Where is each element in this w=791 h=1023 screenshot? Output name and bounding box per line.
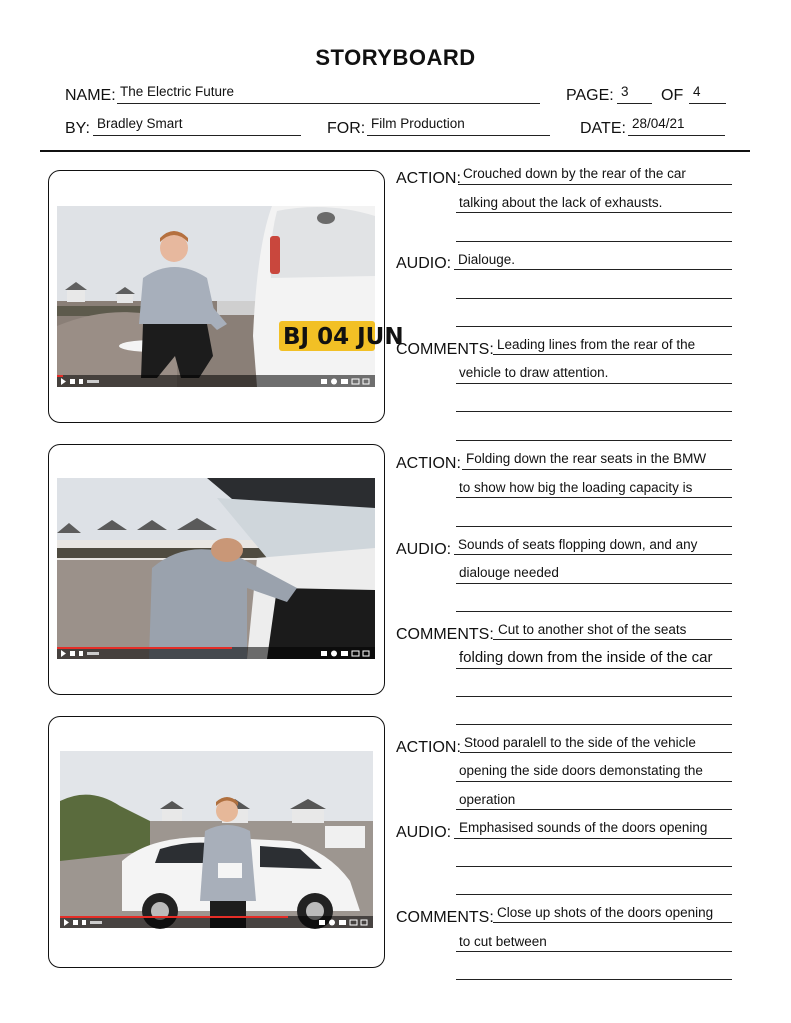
action-label-2: ACTION: [396,455,461,472]
play-controls-icon[interactable] [61,378,101,385]
video-progress-bar[interactable] [60,916,288,918]
page-title: STORYBOARD [315,45,476,70]
action-line-3-1: Stood paralell to the side of the vehicle [464,735,696,750]
action-line-3-3: operation [459,792,516,807]
comments-underline-3-3 [456,979,732,980]
action-underline-1-2 [456,212,732,213]
audio-label-2: AUDIO: [396,541,452,558]
play-controls-icon[interactable] [61,650,101,657]
comments-label-1: COMMENTS: [396,341,494,358]
by-value: Bradley Smart [97,116,183,131]
action-underline-3-1 [460,752,732,753]
for-value: Film Production [371,116,465,131]
comments-line-3-1: Close up shots of the doors opening [497,905,714,920]
comments-line-1-2: vehicle to draw attention. [459,365,609,380]
comments-line-2-1: Cut to another shot of the seats [498,622,687,637]
video-progress-bar[interactable] [57,375,63,377]
audio-underline-2-1 [454,554,732,555]
audio-line-2-2: dialouge needed [459,565,559,580]
action-label-3: ACTION: [396,739,461,756]
video-thumbnail-2[interactable] [57,478,375,659]
comments-underline-2-4 [456,724,732,725]
video-thumbnail-1[interactable] [57,206,404,387]
action-label-1: ACTION: [396,170,461,187]
comments-underline-2-2 [456,668,732,669]
comments-line-1-1: Leading lines from the rear of the [497,337,696,352]
audio-line-2-1: Sounds of seats flopping down, and any [458,537,698,552]
action-line-3-2: opening the side doors demonstating the [459,763,703,778]
page-underline [617,103,652,104]
comments-underline-1-4 [456,440,732,441]
audio-underline-1-2 [456,298,732,299]
player-settings-icon[interactable] [321,378,371,385]
name-underline [117,103,540,104]
audio-underline-3-2 [456,866,732,867]
comments-underline-1-1 [493,354,732,355]
video-progress-bar[interactable] [57,647,232,649]
play-controls-icon[interactable] [64,919,104,926]
page-label: PAGE: [566,87,614,104]
audio-label-1: AUDIO: [396,255,452,272]
action-underline-3-2 [456,781,732,782]
comments-line-3-2: to cut between [459,934,547,949]
comments-underline-3-1 [493,922,732,923]
action-underline-1-3 [456,241,732,242]
comments-underline-2-3 [456,696,732,697]
comments-underline-1-2 [456,383,732,384]
by-label: BY: [65,120,90,137]
action-underline-1-1 [458,184,732,185]
audio-underline-3-3 [456,894,732,895]
comments-underline-2-1 [493,639,732,640]
audio-underline-1-1 [454,269,732,270]
audio-underline-2-2 [456,583,732,584]
by-underline [93,135,301,136]
page-total: 4 [693,84,701,99]
player-settings-icon[interactable] [321,650,371,657]
date-label: DATE: [580,120,626,137]
action-line-1-2: talking about the lack of exhausts. [459,195,663,210]
name-label: NAME: [65,87,116,104]
action-underline-2-2 [456,497,732,498]
audio-underline-2-3 [456,611,732,612]
page-number: 3 [621,84,629,99]
of-label: OF [661,87,684,104]
audio-line-1-1: Dialouge. [458,252,516,267]
action-line-2-2: to show how big the loading capacity is [459,480,693,495]
total-underline [689,103,726,104]
for-underline [367,135,550,136]
audio-label-3: AUDIO: [396,824,452,841]
player-settings-icon[interactable] [319,919,369,926]
action-underline-2-3 [456,526,732,527]
comments-underline-1-3 [456,411,732,412]
date-underline [628,135,725,136]
comments-underline-3-2 [456,951,732,952]
audio-underline-1-3 [456,326,732,327]
action-underline-2-1 [462,469,732,470]
action-line-2-1: Folding down the rear seats in the BMW [466,451,707,466]
action-underline-3-3 [456,809,732,810]
date-value: 28/04/21 [632,116,685,131]
video-thumbnail-3[interactable] [60,751,373,928]
comments-line-2-2: folding down from the inside of the car [459,649,713,666]
license-plate-text: BJ 04 JUN [283,324,404,350]
audio-underline-3-1 [454,838,732,839]
header-divider [40,150,750,152]
comments-label-2: COMMENTS: [396,626,494,643]
for-label: FOR: [327,120,366,137]
comments-label-3: COMMENTS: [396,909,494,926]
action-line-1-1: Crouched down by the rear of the car [463,166,686,181]
audio-line-3-1: Emphasised sounds of the doors opening [459,820,708,835]
name-value: The Electric Future [120,84,235,99]
